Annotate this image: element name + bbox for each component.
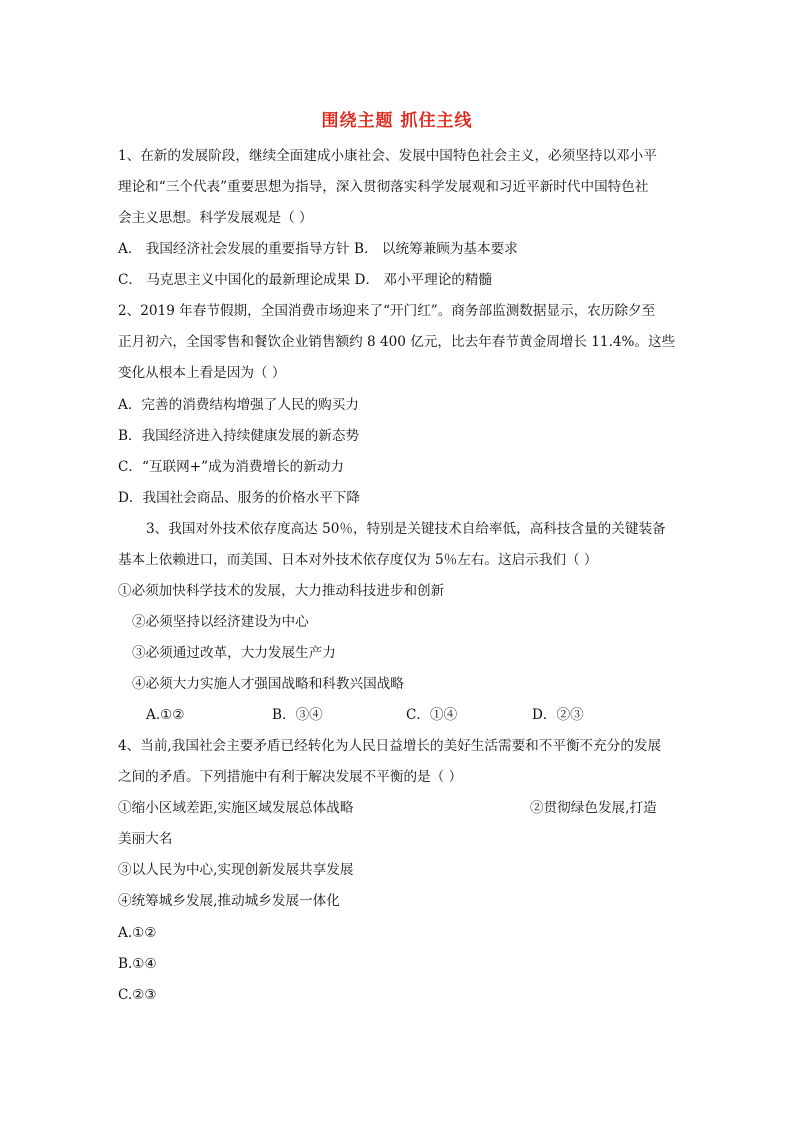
q2-line-3: 变化从根本上看是因为（ ） bbox=[118, 365, 286, 381]
q4-statement-2-part-2: 美丽大名 bbox=[118, 831, 173, 847]
q2-option-b: B．我国经济进入持续健康发展的新态势 bbox=[118, 428, 360, 444]
q3-option-a: A.①② bbox=[146, 707, 185, 723]
q1-option-ab: A． 我国经济社会发展的重要指导方针 B． 以统筹兼顾为基本要求 bbox=[118, 241, 518, 257]
q3-line-2: 基本上依赖进口，而美国、日本对外技术依存度仅为 5％左右。这启示我们（ ） bbox=[118, 552, 598, 568]
q4-statement-3: ③以人民为中心,实现创新发展共享发展 bbox=[118, 862, 354, 878]
q3-statement-4: ④必须大力实施人才强国战略和科教兴国战略 bbox=[132, 676, 404, 692]
q3-statement-3: ③必须通过改革，大力发展生产力 bbox=[132, 645, 336, 661]
q4-option-a: A.①② bbox=[118, 925, 157, 941]
q2-line-1: 2、2019 年春节假期，全国消费市场迎来了“开门红”。商务部监测数据显示，农历除夕至 bbox=[118, 303, 656, 319]
q2-option-c: C．“互联网+”成为消费增长的新动力 bbox=[118, 459, 345, 475]
q4-line-1: 4、当前,我国社会主要矛盾已经转化为人民日益增长的美好生活需要和不平衡不充分的发展 bbox=[118, 738, 662, 754]
q3-option-b: B．③④ bbox=[272, 707, 323, 723]
q1-line-3: 会主义思想。科学发展观是（ ） bbox=[118, 210, 313, 226]
q4-option-b: B.①④ bbox=[118, 956, 157, 972]
q2-option-a: A．完善的消费结构增强了人民的购买力 bbox=[118, 397, 359, 413]
q4-option-c: C.②③ bbox=[118, 987, 157, 1003]
q2-line-2: 正月初六，全国零售和餐饮企业销售额约 8 400 亿元，比去年春节黄金周增长 11.4%。这些 bbox=[118, 334, 676, 350]
q4-statement-1: ①缩小区域差距,实施区域发展总体战略 bbox=[118, 800, 354, 816]
page-title: 围绕主题 抓住主线 bbox=[321, 111, 473, 131]
q3-option-d: D．②③ bbox=[532, 707, 584, 723]
q4-line-2: 之间的矛盾。下列措施中有利于解决发展不平衡的是（ ） bbox=[118, 769, 463, 785]
q2-option-d: D．我国社会商品、服务的价格水平下降 bbox=[118, 490, 360, 506]
q4-statement-2-part-1: ②贯彻绿色发展,打造 bbox=[530, 800, 657, 816]
q3-option-c: C．①④ bbox=[406, 707, 458, 723]
q1-option-cd: C． 马克思主义中国化的最新理论成果 D． 邓小平理论的精髓 bbox=[118, 272, 493, 288]
q4-statement-4: ④统筹城乡发展,推动城乡发展一体化 bbox=[118, 893, 340, 909]
q3-statement-1: ①必须加快科学技术的发展，大力推动科技进步和创新 bbox=[118, 583, 445, 599]
q3-line-1: 3、我国对外技术依存度高达 50％，特别是关键技术自给率低，高科技含量的关键装备 bbox=[146, 521, 666, 537]
q1-line-2: 理论和“三个代表”重要思想为指导，深入贯彻落实科学发展观和习近平新时代中国特色社 bbox=[118, 179, 649, 195]
q1-line-1: 1、在新的发展阶段，继续全面建成小康社会、发展中国特色社会主义，必须坚持以邓小平 bbox=[118, 148, 657, 164]
q3-statement-2: ②必须坚持以经济建设为中心 bbox=[132, 614, 309, 630]
